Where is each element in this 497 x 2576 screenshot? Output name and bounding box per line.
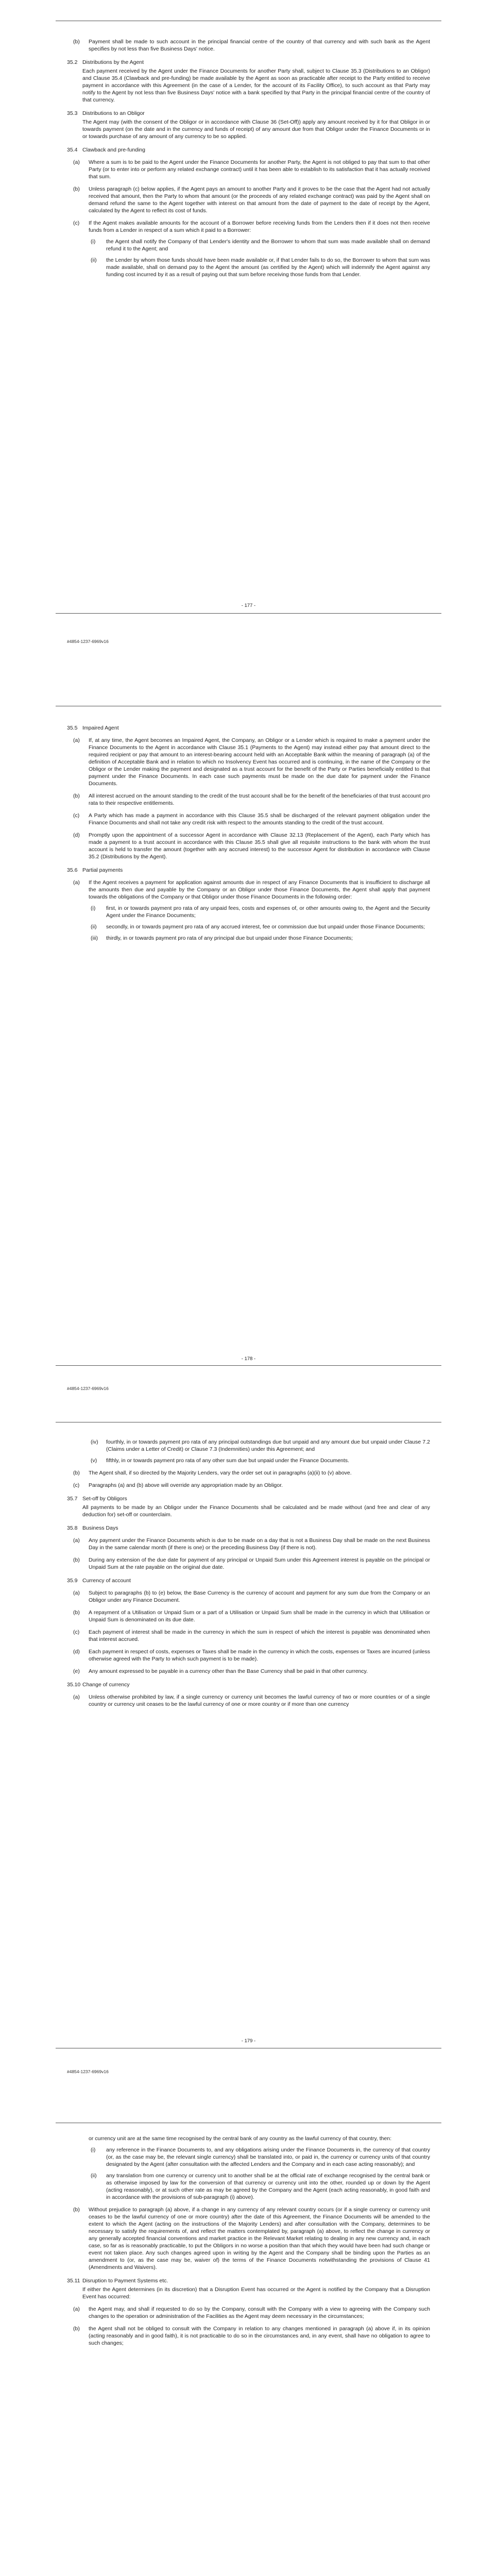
- clause-item-label: (d): [73, 1649, 80, 1655]
- clause-item-text: Subject to paragraphs (b) to (e) below, the Base Currency is the currency of account and payment for any sum due from the Company or an Obligor under any Finance Document.: [89, 1590, 430, 1603]
- clause-item-text: Each payment in respect of costs, expenses or Taxes shall be made in the currency in which the costs, expenses or Taxes are incurred (unless otherwise agreed with the Party to which such payment is to be made).: [89, 1649, 430, 1662]
- clause-item-label: (c): [73, 1482, 80, 1488]
- sub-item-label: (iv): [91, 1439, 98, 1445]
- clause-item-text: During any extension of the due date for payment of any principal or Unpaid Sum under this Agreement interest is payable on the principal or Unpaid Sum at the rate payable on the original due date.: [89, 1557, 430, 1570]
- sub-item-text: thirdly, in or towards payment pro rata of any principal due but unpaid under those Finance Documents;: [106, 935, 353, 941]
- page-180: [0, 2123, 497, 2576]
- page-178: [0, 706, 497, 1391]
- clause-item-text: If the Agent receives a payment for application against amounts due in respect of any Finance Documents that is insufficient to discharge all the amounts then due and payable by the Company or an Obligor under those Finance Documents, the Agent shall apply that payment towards the obligations of the Company or that Obligor under those Finance Documents in the following order:: [89, 879, 430, 900]
- sub-item: [89, 1457, 430, 1464]
- clause-number: 35.5: [67, 725, 78, 731]
- sub-item: [89, 935, 430, 942]
- clause-item-text: Promptly upon the appointment of a successor Agent in accordance with Clause 32.13 (Replacement of the Agent), each Party which has made a payment to a trust account in accordance with this Clause 35.5 shall give all requisite instructions to the bank with whom the trust account is held to transfer the amount (together with any accrued interest) to the successor Agent for distribution in accordance with Clause 35.2 (Distributions by the Agent).: [89, 832, 430, 860]
- clause-heading: [67, 59, 430, 66]
- page-179: [0, 1422, 497, 2087]
- sub-item: [89, 905, 430, 919]
- clause-title: Currency of account: [82, 1578, 131, 1584]
- clause-item-label: (b): [73, 793, 80, 799]
- clause-item: [67, 832, 430, 860]
- sub-item-text: fifthly, in or towards payment pro rata of any other sum due but unpaid under the Finance Documents.: [106, 1458, 349, 1464]
- document-id: #4854-1237-6969v16: [67, 639, 109, 644]
- document-id: #4854-1237-6969v16: [67, 2069, 109, 2074]
- clause-item: [67, 185, 430, 214]
- clause-number: 35.2: [67, 59, 78, 65]
- clause-item-label: (b): [73, 39, 80, 45]
- clause-number: 35.11: [67, 2278, 80, 2284]
- clause-item-text: the Agent shall not be obliged to consult with the Company in relation to any changes mentioned in paragraph (a) above if, in its opinion (acting reasonably and in good faith), it is not practicable to do so in the circumstances and, in any event, shall have no obligation to agree to such changes;: [89, 2326, 430, 2346]
- clause-heading: [67, 110, 430, 117]
- clause-item-label: (b): [73, 1609, 80, 1616]
- clause-item-text: All interest accrued on the amount standing to the credit of the trust account shall be for the benefit of the beneficiaries of that trust account pro rata to their respective entitlements.: [89, 793, 430, 806]
- sub-item-list: [89, 1438, 430, 1464]
- clause-item: [67, 219, 430, 234]
- clause-item-label: (c): [73, 220, 80, 226]
- clause-item-text: Without prejudice to paragraph (a) above, if a change in any currency of any relevant country occurs (or if a single currency or currency unit ceases to be the lawful currency of one or more country) after the date of this Agreement, the Finance Documents will be amended to the extent to which the Agent (acting on the instructions of the Majority Lenders) and after consultation with the Company, determines to be necessary to satisfy the requirements of, and reflect the matters contemplated by, paragraph (a) above, to reflect the change in currency or any generally accepted financial conventions and market practice in the Relevant Market relating to dealing in any new currency and, in each case, so far as is reasonably practicable, to put the Obligors in no worse a position than that which they would have been had such change or event not taken place. Any such changes agreed upon in writing by the Agent and the Company shall be binding upon the Parties as an amendment to (or, as the case may be, waiver of) the terms of the Finance Documents notwithstanding the provisions of Clause 41 (Amendments and Waivers).: [89, 2207, 430, 2270]
- clause-item-label: (a): [73, 1537, 80, 1544]
- clause-item: [67, 1469, 430, 1477]
- clause-item: [67, 1648, 430, 1663]
- sub-item: [89, 923, 430, 930]
- clause-item-text: Paragraphs (a) and (b) above will override any appropriation made by an Obligor.: [89, 1482, 283, 1488]
- clause-item: [67, 812, 430, 826]
- clause-item: [67, 2325, 430, 2347]
- sub-item-label: (i): [91, 239, 96, 245]
- clause-item-text: Unless otherwise prohibited by law, if a single currency or currency unit becomes the lawful currency of two or more countries or of a single country or currency unit ceases to be the lawful currency of one or more country or if more than one currency: [89, 1694, 430, 1707]
- clause-item: [67, 1589, 430, 1604]
- clause-item: [67, 1537, 430, 1551]
- clause-title: Partial payments: [82, 867, 123, 873]
- clause-title: Clawback and pre-funding: [82, 147, 145, 153]
- clause-title: Disruption to Payment Systems etc.: [82, 2278, 168, 2284]
- clause-item: [67, 38, 430, 53]
- clause-item: [67, 159, 430, 180]
- clause-title: Distributions to an Obligor: [82, 110, 145, 116]
- clause-item-label: (a): [73, 737, 80, 743]
- page-number: - 177 -: [241, 603, 256, 608]
- clause-heading: [67, 1495, 430, 1502]
- clause-paragraph: The Agent may (with the consent of the Obligor or in accordance with Clause 36 (Set-Off)) apply any amount received by it for that Obligor in or towards payment (on the date and in the currency and funds of receipt) of any amount due from that Obligor under the Finance Documents or in or towards purchase of any amount of any currency to be so applied.: [82, 119, 430, 140]
- page-number: - 179 -: [241, 2038, 256, 2044]
- clause-item-text: The Agent shall, if so directed by the Majority Lenders, vary the order set out in paragraphs (a)(ii) to (v) above.: [89, 1470, 352, 1476]
- clause-item-text: Any amount expressed to be payable in a currency other than the Base Currency shall be paid in that other currency.: [89, 1668, 368, 1674]
- clause-paragraph: Each payment received by the Agent under the Finance Documents for another Party shall, subject to Clause 35.3 (Distributions to an Obligor) and Clause 35.4 (Clawback and pre-funding) be made available by the Agent as soon as practicable after receipt to the Party entitled to receive payment in accordance with this Agreement (in the case of a Lender, for the account of its Facility Office), to such account as that Party may notify to the Agent by not less than five Business Days' notice with a bank specified by that Party in the principal financial centre of the country of that currency.: [82, 68, 430, 103]
- clause-heading: [67, 867, 430, 874]
- clause-title: Business Days: [82, 1525, 118, 1531]
- clause-item: [67, 1629, 430, 1643]
- clause-item-label: (b): [73, 2207, 80, 2213]
- clause-item: [67, 2206, 430, 2271]
- sub-item-text: first, in or towards payment pro rata of any unpaid fees, costs and expenses of, or other amounts owing to, the Agent and the Security Agent under the Finance Documents;: [106, 905, 430, 919]
- clause-number: 35.7: [67, 1496, 78, 1502]
- page-177: [0, 21, 497, 690]
- clause-item-text: Unless paragraph (c) below applies, if the Agent pays an amount to another Party and it proves to be the case that the Agent had not actually received that amount, then the Party to whom that amount (or the proceeds of any related exchange contract) was paid by the Agent shall on demand refund the same to the Agent together with interest on that amount from the date of payment to the date of receipt by the Agent, calculated by the Agent to reflect its cost of funds.: [89, 186, 430, 214]
- clause-item-text: Payment shall be made to such account in the principal financial centre of the country of that currency and with such bank as the Agent specifies by not less than five Business Days' notice.: [89, 39, 430, 52]
- clause-item-label: (a): [73, 159, 80, 165]
- page-content: [67, 33, 430, 278]
- clause-title: Impaired Agent: [82, 725, 119, 731]
- clause-item-label: (d): [73, 832, 80, 838]
- clause-item-label: (e): [73, 1668, 80, 1674]
- clause-heading: [67, 1681, 430, 1688]
- sub-item-label: (i): [91, 2147, 96, 2153]
- clause-item: [67, 879, 430, 901]
- clause-item-text: Any payment under the Finance Documents which is due to be made on a day that is not a Business Day shall be made on the next Business Day in the same calendar month (if there is one) or the preceding Business Day (if there is not).: [89, 1537, 430, 1551]
- clause-number: 35.3: [67, 110, 78, 116]
- clause-number: 35.4: [67, 147, 78, 153]
- sub-item-label: (i): [91, 905, 96, 911]
- clause-item: [67, 1482, 430, 1489]
- clause-heading: [67, 2277, 430, 2284]
- page-content: [67, 1434, 430, 1708]
- clause-item: [67, 1693, 430, 1708]
- clause-item-label: (c): [73, 812, 80, 819]
- clause-paragraph: All payments to be made by an Obligor under the Finance Documents shall be calculated and be made without (and free and clear of any deduction for) set-off or counterclaim.: [82, 1504, 430, 1518]
- sub-item-label: (ii): [91, 257, 97, 263]
- clause-item-text: the Agent may, and shall if requested to do so by the Company, consult with the Company with a view to agreeing with the Company such changes to the operation or administration of the Facilities as the Agent may deem necessary in the circumstances;: [89, 2306, 430, 2319]
- sub-item-text: the Lender by whom those funds should have been made available or, if that Lender fails to do so, the Borrower to whom that sum was made available, shall on demand pay to the Agent the amount (as certified by the Agent) which will indemnify the Agent against any funding cost incurred by it as a result of paying out that sum before receiving those funds from that Lender.: [106, 257, 430, 278]
- clause-item: [67, 1668, 430, 1675]
- clause-heading: [67, 1524, 430, 1532]
- clause-item-label: (a): [73, 879, 80, 886]
- sub-item-list: [89, 905, 430, 942]
- clause-item-label: (b): [73, 2326, 80, 2332]
- sub-item-text: secondly, in or towards payment pro rata of any accrued interest, fee or commission due but unpaid under those Finance Documents;: [106, 924, 425, 930]
- clause-title: Set-off by Obligors: [82, 1496, 127, 1502]
- clause-item-label: (b): [73, 1470, 80, 1476]
- clause-number: 35.8: [67, 1525, 78, 1531]
- clause-item-label: (b): [73, 1557, 80, 1563]
- sub-item: [89, 1438, 430, 1453]
- clause-item-text: A Party which has made a payment in accordance with this Clause 35.5 shall be discharged of the relevant payment obligation under the Finance Documents and shall not take any credit risk with respect to the amounts standing to the credit of the trust account.: [89, 812, 430, 826]
- sub-item-label: (ii): [91, 924, 97, 930]
- clause-heading: [67, 146, 430, 154]
- sub-item: [89, 2146, 430, 2168]
- sub-item-text: fourthly, in or towards payment pro rata of any principal outstandings due but unpaid and any amount due but unpaid under Clause 7.2 (Claims under a Letter of Credit) or Clause 7.3 (Indemnities) under this Agreement; and: [106, 1439, 430, 1452]
- clause-title: Distributions by the Agent: [82, 59, 144, 65]
- clause-item-text: Each payment of interest shall be made in the currency in which the sum in respect of which the interest is payable was denominated when that interest accrued.: [89, 1629, 430, 1642]
- clause-item-text: If, at any time, the Agent becomes an Impaired Agent, the Company, an Obligor or a Lender which is required to make a payment under the Finance Documents to the Agent in accordance with Clause 35.1 (Payments to the Agent) may instead either pay that amount direct to the required recipient or pay that amount to an interest-bearing account held with an Acceptable Bank within the meaning of paragraph (a) of the definition of Acceptable Bank and in relation to which no Insolvency Event has occurred and is continuing, in the name of the Company or the Obligor or the Lender making the payment and designated as a trust account for the benefit of the Party or Parties beneficially entitled to that payment under the Finance Documents. In each case such payments must be made on the due date for payment under the Finance Documents.: [89, 737, 430, 787]
- sub-item-text: the Agent shall notify the Company of that Lender's identity and the Borrower to whom that sum was made available shall on demand refund it to the Agent; and: [106, 239, 430, 252]
- sub-item: [89, 257, 430, 278]
- sub-item-text: any translation from one currency or currency unit to another shall be at the official rate of exchange recognised by the central bank or as otherwise imposed by law for the conversion of that currency or currency unit into the other, rounded up or down by the Agent (acting reasonably), or at such other rate as may be agreed by the Company and the Agent (each acting reasonably, in good faith and in accordance with the provisions of sub-paragraph (i) above).: [106, 2173, 430, 2200]
- sub-item-list: [89, 2146, 430, 2201]
- sub-item-label: (ii): [91, 2173, 97, 2179]
- sub-item-label: (iii): [91, 935, 98, 941]
- page-content: [67, 2135, 430, 2347]
- clause-item: [67, 1556, 430, 1571]
- clause-item-label: (a): [73, 1590, 80, 1596]
- sub-item: [89, 238, 430, 252]
- page-number: - 178 -: [241, 1356, 256, 1362]
- clause-heading: [67, 1577, 430, 1584]
- clause-item: [67, 2306, 430, 2320]
- sub-item-list: [89, 238, 430, 278]
- clause-item-label: (a): [73, 2306, 80, 2312]
- page-content: [67, 718, 430, 942]
- clause-item: [67, 1609, 430, 1623]
- clause-number: 35.10: [67, 1682, 81, 1688]
- sub-item-label: (v): [91, 1458, 97, 1464]
- clause-title: Change of currency: [82, 1682, 130, 1688]
- clause-item-text: A repayment of a Utilisation or Unpaid Sum or a part of a Utilisation or Unpaid Sum shall be made in the currency in which that Utilisation or Unpaid Sum is denominated on its due date.: [89, 1609, 430, 1623]
- clause-paragraph: If either the Agent determines (in its discretion) that a Disruption Event has occurred or the Agent is notified by the Company that a Disruption Event has occurred:: [82, 2286, 430, 2300]
- clause-item-label: (b): [73, 186, 80, 192]
- page-footer-rule: [56, 613, 441, 614]
- clause-item-label: (c): [73, 1629, 80, 1635]
- clause-item-text: If the Agent makes available amounts for the account of a Borrower before receiving funds from the Lenders then if it does not then receive funds from a Lender in respect of a sum which it paid to a Borrower:: [89, 220, 430, 233]
- document-id: #4854-1237-6969v16: [67, 1386, 109, 1391]
- clause-item-text: Where a sum is to be paid to the Agent under the Finance Documents for another Party, the Agent is not obliged to pay that sum to that other Party (or to enter into or perform any related exchange contract) until it has been able to establish to its satisfaction that it has actually received that sum.: [89, 159, 430, 180]
- clause-item: [67, 792, 430, 807]
- continued-text: or currency unit are at the same time recognised by the central bank of any country as the lawful currency of that country, then:: [89, 2136, 392, 2142]
- page-footer-rule: [56, 1365, 441, 1366]
- clause-number: 35.6: [67, 867, 78, 873]
- clause-item-label: (a): [73, 1694, 80, 1700]
- clause-heading: [67, 724, 430, 732]
- sub-item: [89, 2172, 430, 2201]
- clause-number: 35.9: [67, 1578, 78, 1584]
- sub-item-text: any reference in the Finance Documents to, and any obligations arising under the Finance Documents in, the currency of that country (or, as the case may be, the relevant single currency) shall be translated into, or paid in, the currency or currency units of that country designated by the Agent (after consultation with the affected Lenders and the Company and in each case acting reasonably); and: [106, 2147, 430, 2167]
- clause-item: [67, 737, 430, 787]
